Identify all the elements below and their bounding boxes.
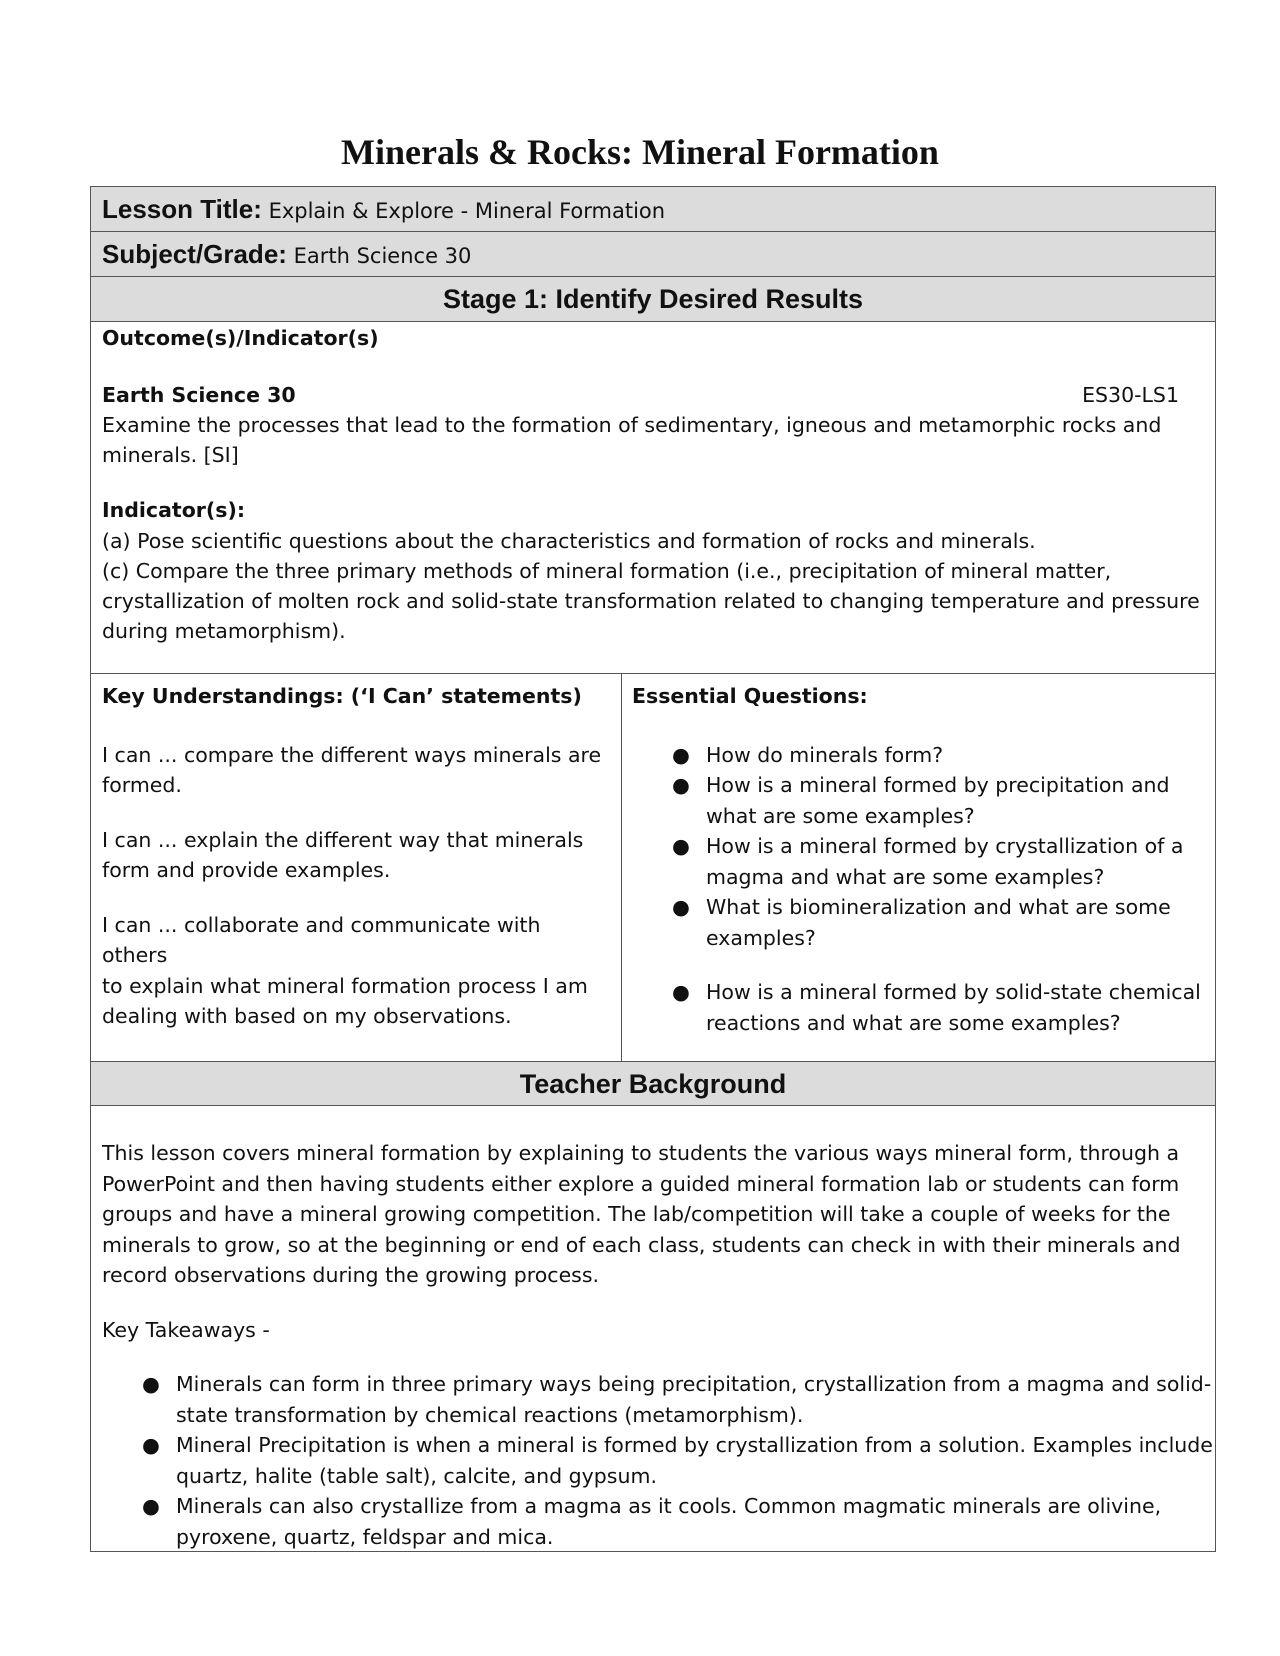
question-3-line-2: magma and what are some examples? — [706, 864, 1105, 889]
key-understandings-heading: Key Understandings: (‘I Can’ statements) — [102, 684, 582, 708]
outcome-course: Earth Science 30 — [102, 383, 296, 407]
bullet-icon: ● — [142, 1494, 160, 1518]
question-item — [672, 740, 1207, 771]
indicators-heading: Indicator(s): — [102, 498, 246, 522]
bullet-icon: ● — [672, 773, 690, 797]
bullet-icon: ● — [142, 1433, 160, 1457]
ican-1-line-1: I can ... compare the different ways minerals are — [102, 742, 602, 767]
background-line-3: groups and have a mineral growing competition. The lab/competition will take a couple of weeks for the — [102, 1202, 1171, 1226]
takeaway-2-line-2: quartz, halite (table salt), calcite, and gypsum. — [176, 1463, 657, 1488]
ican-3-line-2: to explain what mineral formation process I am — [102, 973, 588, 998]
question-5-line-2: reactions and what are some examples? — [706, 1010, 1121, 1035]
bullet-icon: ● — [672, 834, 690, 858]
subject-grade-row — [91, 232, 1215, 277]
bullet-icon: ● — [672, 742, 690, 767]
background-line-1: This lesson covers mineral formation by explaining to students the various ways mineral form, through a — [102, 1141, 1180, 1165]
indicator-c-line-2: crystallization of molten rock and solid-state transformation related to changing temperature and pressure — [102, 589, 1200, 613]
subject-grade-label: Subject/Grade: — [102, 239, 287, 269]
indicator-c-line-3: during metamorphism). — [102, 619, 346, 643]
question-3-line-1: How is a mineral formed by crystallization of a — [706, 834, 1184, 858]
question-2-line-2: what are some examples? — [706, 803, 975, 828]
question-1-line-1: How do minerals form? — [706, 742, 944, 767]
lesson-plan-table — [90, 186, 1216, 1552]
ican-2-line-1: I can ... explain the different way that minerals — [102, 827, 584, 852]
takeaway-1-line-2: state transformation by chemical reactions (metamorphism). — [176, 1402, 804, 1427]
background-line-5: record observations during the growing process. — [102, 1263, 600, 1287]
question-4-line-1: What is biomineralization and what are some — [706, 895, 1171, 919]
question-item — [672, 770, 1207, 831]
lesson-title-row — [91, 187, 1215, 232]
essential-questions-heading: Essential Questions: — [632, 684, 868, 708]
bullet-icon: ● — [672, 980, 690, 1004]
takeaway-3-line-2: pyroxene, quartz, feldspar and mica. — [176, 1524, 554, 1549]
question-4-line-2: examples? — [706, 925, 816, 950]
document-title: Minerals & Rocks: Mineral Formation — [341, 132, 939, 172]
bullet-icon: ● — [142, 1372, 160, 1396]
takeaway-item — [142, 1430, 1213, 1491]
ican-2-line-2: form and provide examples. — [102, 858, 391, 882]
question-item — [672, 831, 1207, 892]
lesson-title-label: Lesson Title: — [102, 194, 262, 224]
bullet-icon: ● — [672, 895, 690, 919]
question-2-line-1: How is a mineral formed by precipitation and — [706, 773, 1170, 797]
indicator-a: (a) Pose scientific questions about the characteristics and formation of rocks and minerals. — [102, 529, 1036, 553]
question-5-line-1: How is a mineral formed by solid-state chemical — [706, 980, 1201, 1004]
ican-3-line-3: dealing with based on my observations. — [102, 1004, 512, 1028]
takeaway-2-line-1: Mineral Precipitation is when a mineral is formed by crystallization from a solution. Examples include — [176, 1433, 1213, 1457]
question-item — [672, 977, 1207, 1038]
question-item — [672, 892, 1207, 953]
background-line-2: PowerPoint and then having students either explore a guided mineral formation lab or students can form — [102, 1171, 1180, 1196]
divider — [91, 673, 1215, 674]
ican-3-line-1: I can ... collaborate and communicate with others — [102, 912, 541, 967]
key-understandings-cell — [102, 681, 612, 1032]
indicator-c-line-1: (c) Compare the three primary methods of mineral formation (i.e., precipitation of mineral matter, — [102, 559, 1112, 583]
column-divider — [621, 673, 622, 1061]
lesson-title-value: Explain & Explore - Mineral Formation — [268, 199, 666, 223]
essential-questions-cell — [632, 681, 1207, 1038]
outcomes-heading: Outcome(s)/Indicator(s) — [102, 326, 379, 350]
subject-grade-value: Earth Science 30 — [293, 244, 472, 268]
takeaway-1-line-1: Minerals can form in three primary ways being precipitation, crystallization from a magma and solid- — [176, 1372, 1212, 1396]
takeaway-item — [142, 1491, 1202, 1552]
outcome-statement-line-2: minerals. [SI] — [102, 443, 239, 467]
teacher-background-body — [102, 1138, 1213, 1552]
background-line-4: minerals to grow, so at the beginning or end of each class, students can check in with their minerals and — [102, 1232, 1181, 1257]
teacher-background-heading: Teacher Background — [91, 1061, 1215, 1106]
takeaway-item — [142, 1369, 1212, 1430]
key-takeaways-heading: Key Takeaways - — [102, 1317, 270, 1342]
takeaway-3-line-1: Minerals can also crystallize from a magma as it cools. Common magmatic minerals are olivine, — [176, 1494, 1162, 1518]
ican-1-line-2: formed. — [102, 773, 182, 797]
outcome-code: ES30-LS1 — [1082, 383, 1179, 407]
stage-1-heading: Stage 1: Identify Desired Results — [91, 277, 1215, 322]
outcome-statement-line-1: Examine the processes that lead to the formation of sedimentary, igneous and metamorphic rocks and — [102, 413, 1162, 437]
